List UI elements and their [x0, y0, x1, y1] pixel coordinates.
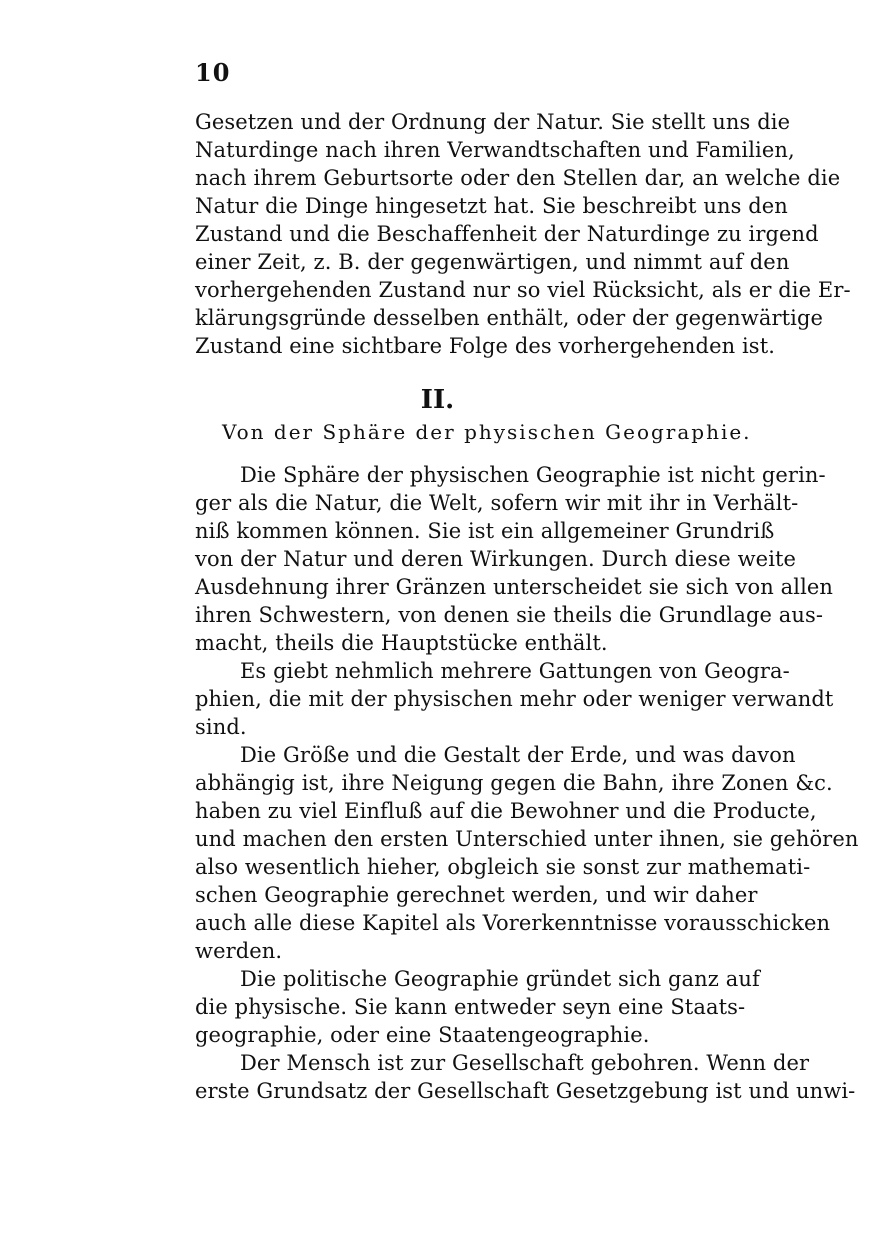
- text-line: Die Sphäre der physischen Geographie ist nicht gerin-: [240, 463, 826, 487]
- section-number: II.: [420, 385, 455, 415]
- text-line: Der Mensch ist zur Gesellschaft gebohren. Wenn der: [240, 1051, 810, 1075]
- text-line: vorhergehenden Zustand nur so viel Rücksicht, als er die Er-: [195, 278, 851, 302]
- text-line: abhängig ist, ihre Neigung gegen die Bahn, ihre Zonen &c.: [195, 771, 833, 795]
- text-line: schen Geographie gerechnet werden, und wir daher: [195, 883, 758, 907]
- text-line: ger als die Natur, die Welt, sofern wir mit ihr in Verhält-: [195, 491, 799, 515]
- text-line: niß kommen können. Sie ist ein allgemeiner Grundriß: [195, 519, 775, 543]
- text-line: auch alle diese Kapitel als Vorerkenntnisse vorausschicken: [195, 911, 831, 935]
- text-line: Zustand und die Beschaffenheit der Naturdinge zu irgend: [195, 222, 819, 246]
- text-line: ihren Schwestern, von denen sie theils die Grundlage aus-: [195, 603, 824, 627]
- text-line: phien, die mit der physischen mehr oder weniger verwandt: [195, 687, 834, 711]
- text-line: erste Grundsatz der Gesellschaft Gesetzgebung ist und unwi-: [195, 1079, 856, 1103]
- text-line: Naturdinge nach ihren Verwandtschaften und Familien,: [195, 138, 795, 162]
- text-line: die physische. Sie kann entweder seyn eine Staats-: [195, 995, 746, 1019]
- text-line: also wesentlich hieher, obgleich sie sonst zur mathemati-: [195, 855, 811, 879]
- text-line: Ausdehnung ihrer Gränzen unterscheidet sie sich von allen: [195, 575, 834, 599]
- text-line: Natur die Dinge hingesetzt hat. Sie beschreibt uns den: [195, 194, 788, 218]
- text-line: nach ihrem Geburtsorte oder den Stellen dar, an welche die: [195, 166, 841, 190]
- text-line: Die politische Geographie gründet sich ganz auf: [240, 967, 760, 991]
- text-line: Es giebt nehmlich mehrere Gattungen von Geogra-: [240, 659, 790, 683]
- text-line: macht, theils die Hauptstücke enthält.: [195, 631, 608, 655]
- text-line: werden.: [195, 939, 283, 963]
- text-line: klärungsgründe desselben enthält, oder der gegenwärtige: [195, 306, 824, 330]
- page-number: 10: [195, 58, 231, 87]
- text-line: Gesetzen und der Ordnung der Natur. Sie stellt uns die: [195, 110, 791, 134]
- text-line: Zustand eine sichtbare Folge des vorhergehenden ist.: [195, 334, 776, 358]
- text-line: Die Größe und die Gestalt der Erde, und was davon: [240, 743, 796, 767]
- text-line: sind.: [195, 715, 247, 739]
- section-heading: Von der Sphäre der physischen Geographie.: [222, 420, 752, 444]
- text-line: und machen den ersten Unterschied unter ihnen, sie gehören: [195, 827, 859, 851]
- text-line: haben zu viel Einfluß auf die Bewohner und die Producte,: [195, 799, 817, 823]
- text-line: von der Natur und deren Wirkungen. Durch diese weite: [195, 547, 797, 571]
- text-line: einer Zeit, z. B. der gegenwärtigen, und nimmt auf den: [195, 250, 790, 274]
- text-line: geographie, oder eine Staatengeographie.: [195, 1023, 650, 1047]
